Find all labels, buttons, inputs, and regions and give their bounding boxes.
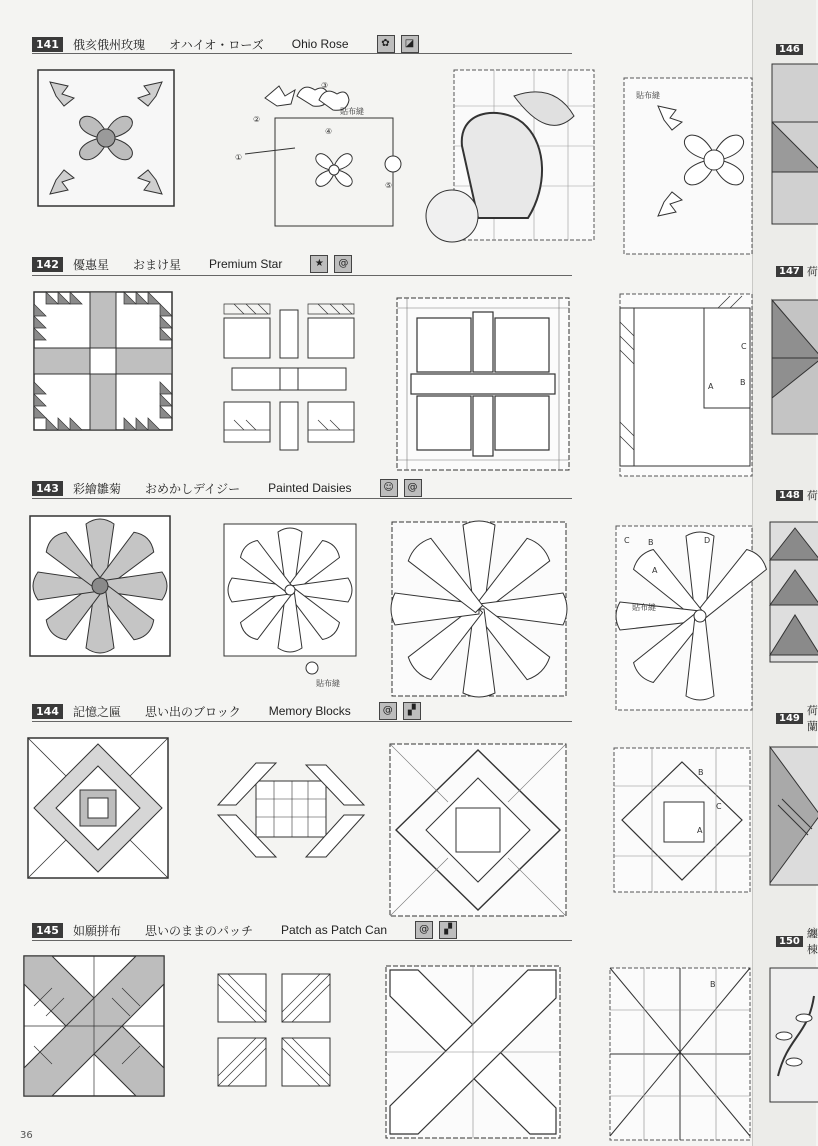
- block-name-cn: 如願拼布: [72, 923, 121, 938]
- piece-label-b: B: [648, 538, 654, 547]
- side-heading-149: 149 荷蘭: [776, 709, 815, 727]
- svg-text:①: ①: [235, 153, 243, 162]
- block-heading-145: [32, 920, 457, 940]
- block-145-template-enlarged: [384, 964, 562, 1140]
- block-145-parts: [216, 972, 336, 1092]
- side-block-147: [770, 298, 815, 438]
- block-name-cn: 優惠星: [72, 257, 109, 272]
- piece-label-b: B: [698, 768, 704, 777]
- block-141-applique-order: [235, 78, 415, 228]
- block-141-pattern: [622, 76, 754, 258]
- face-icon: ☺: [380, 479, 398, 497]
- block-heading-144: [32, 701, 421, 721]
- spiral-icon: @: [334, 255, 352, 273]
- block-name-en: Patch as Patch Can: [281, 923, 388, 937]
- spiral-icon: @: [404, 479, 422, 497]
- svg-text:②: ②: [253, 115, 261, 124]
- flower-icon: ✿: [377, 35, 395, 53]
- svg-text:③: ③: [321, 81, 329, 90]
- block-name-en: Premium Star: [209, 257, 283, 271]
- block-143-finished: [28, 514, 172, 658]
- piece-label-d: D: [704, 536, 711, 545]
- block-heading-143: [32, 478, 422, 498]
- block-name-jp: 思いのままのパッチ: [144, 923, 253, 938]
- block-144-parts: [216, 745, 366, 875]
- svg-text:⑤: ⑤: [385, 181, 393, 190]
- side-block-148: [768, 520, 815, 665]
- block-name-en: Painted Daisies: [268, 481, 352, 495]
- applique-label: 貼布縫: [636, 91, 660, 100]
- block-142-pattern: [618, 292, 754, 482]
- block-143-parts: [222, 522, 358, 672]
- block-name-jp: おまけ星: [132, 257, 181, 272]
- block-heading-141: [32, 34, 419, 54]
- piece-label-a: A: [697, 826, 703, 835]
- block-143-pattern: [614, 524, 754, 714]
- block-141-template-enlarged: [418, 66, 598, 246]
- block-name-cn: 記憶之匾: [72, 704, 121, 719]
- piece-label-b: B: [710, 980, 716, 989]
- heading-rule: [32, 498, 572, 499]
- applique-label: 貼布縫: [632, 603, 656, 612]
- piece-label-c: C: [716, 802, 722, 811]
- block-number: 145: [32, 923, 63, 938]
- blocks-icon: ▞: [403, 702, 421, 720]
- block-number: 143: [32, 481, 63, 496]
- side-heading-148: 148 荷: [776, 486, 815, 504]
- block-heading-142: [32, 254, 352, 274]
- block-141-finished: [36, 68, 176, 208]
- block-144-template-enlarged: [388, 742, 568, 918]
- side-heading-150: 150 纏棟: [776, 932, 815, 950]
- applique-label: 貼布縫: [340, 107, 364, 116]
- side-heading-147: 147 荷: [776, 262, 815, 280]
- block-name-jp: おめかしデイジー: [144, 481, 241, 496]
- piece-label-c: C: [741, 342, 747, 351]
- side-heading-146: 146: [776, 40, 815, 58]
- piece-label-b: B: [740, 378, 746, 387]
- block-144-pattern: [612, 746, 752, 896]
- block-142-template-enlarged: [395, 296, 571, 472]
- side-block-146: [770, 62, 815, 232]
- applique-label: 貼布縫: [316, 679, 340, 688]
- block-name-en: Ohio Rose: [291, 37, 349, 51]
- block-name-cn: 彩繪雛菊: [72, 481, 121, 496]
- block-143-template-enlarged: [390, 520, 568, 698]
- side-block-150: [768, 966, 815, 1106]
- page-number: 36: [20, 1130, 33, 1141]
- heading-rule: [32, 721, 572, 722]
- piece-label-c: C: [624, 536, 630, 545]
- svg-text:④: ④: [325, 127, 333, 136]
- spiral-icon: @: [415, 921, 433, 939]
- block-name-jp: オハイオ・ローズ: [168, 37, 264, 52]
- blocks-icon: ▞: [439, 921, 457, 939]
- star-icon: ★: [310, 255, 328, 273]
- block-number: 144: [32, 704, 63, 719]
- spiral-icon: @: [379, 702, 397, 720]
- block-name-jp: 思い出のブロック: [144, 704, 241, 719]
- block-number: 141: [32, 37, 63, 52]
- block-number: 142: [32, 257, 63, 272]
- heading-rule: [32, 940, 572, 941]
- block-144-finished: [26, 736, 170, 880]
- side-block-149: [768, 745, 815, 890]
- bag-icon: ◪: [401, 35, 419, 53]
- piece-label-a: A: [652, 566, 658, 575]
- block-142-finished: [32, 290, 174, 432]
- block-145-pattern: [608, 966, 752, 1142]
- heading-rule: [32, 53, 572, 54]
- block-name-cn: 俄亥俄州玫瑰: [72, 37, 145, 52]
- block-name-en: Memory Blocks: [268, 704, 351, 718]
- block-145-finished: [22, 954, 166, 1098]
- heading-rule: [32, 275, 572, 276]
- block-142-parts: [222, 300, 362, 450]
- piece-label-a: A: [708, 382, 714, 391]
